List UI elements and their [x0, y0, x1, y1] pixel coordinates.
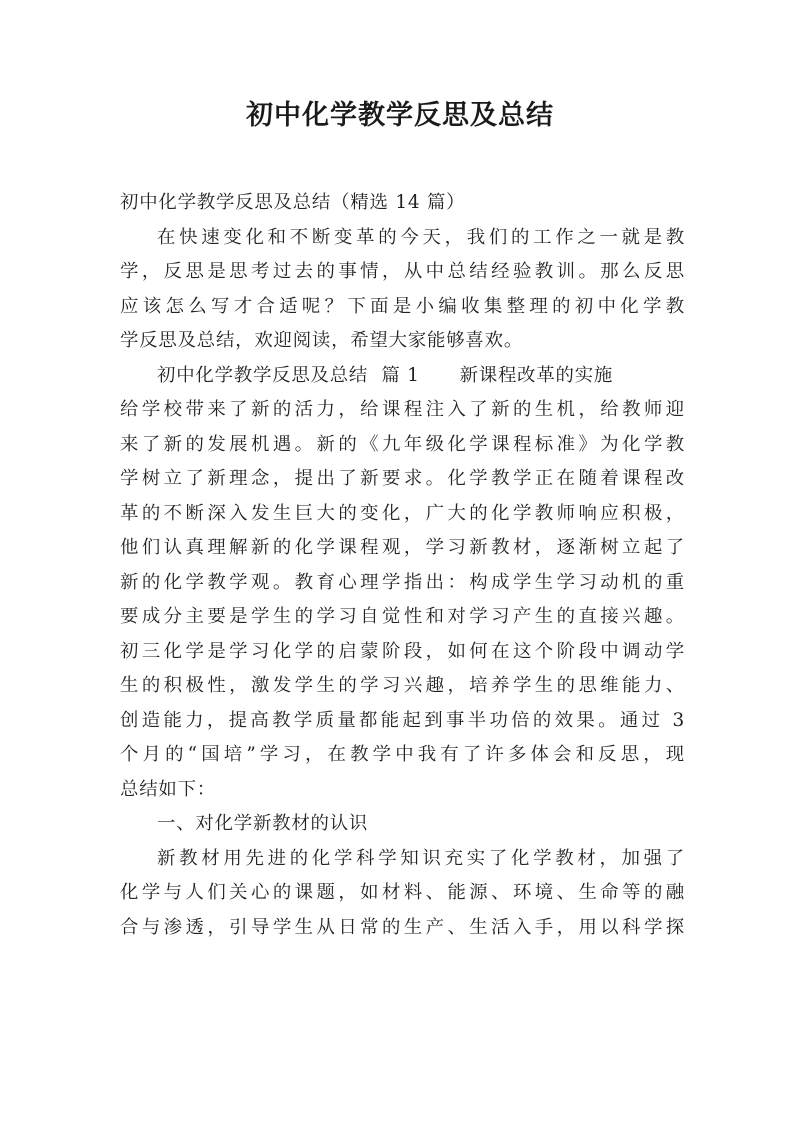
section-heading-line: 一、对化学新教材的认识 — [157, 813, 369, 834]
document-body — [120, 186, 685, 945]
subtitle-line: 初中化学教学反思及总结（精选 14 篇） — [120, 192, 466, 213]
paragraph-line: 他们认真理解新的化学课程观，学习新教材，逐渐树立起了 — [120, 537, 685, 558]
document-title: 初中化学教学反思及总结 — [246, 100, 554, 131]
paragraph-line: 要成分主要是学生的学习自觉性和对学习产生的直接兴趣。 — [120, 606, 685, 627]
paragraph-line: 新教材用先进的化学科学知识充实了化学教材，加强了 — [157, 847, 685, 869]
paragraph-line: 创造能力，提高教学质量都能起到事半功倍的效果。通过 3 — [120, 709, 685, 731]
paragraph-line: 合与渗透，引导学生从日常的生产、生活入手，用以科学探 — [120, 916, 685, 938]
paragraph-line: 给学校带来了新的活力，给课程注入了新的生机，给教师迎 — [120, 399, 685, 420]
paragraph-line: 化学与人们关心的课题，如材料、能源、环境、生命等的融 — [120, 882, 685, 903]
paragraph-line: 革的不断深入发生巨大的变化，广大的化学教师响应积极， — [120, 502, 685, 524]
paragraph-line: 个月的“国培”学习，在教学中我有了许多体会和反思，现 — [120, 744, 685, 765]
paragraph-line: 应该怎么写才合适呢？下面是小编收集整理的初中化学教 — [120, 295, 685, 317]
section-heading-line: 初中化学教学反思及总结 篇 1 新课程改革的实施 — [157, 364, 614, 386]
paragraph-line: 总结如下： — [120, 778, 216, 800]
paragraph-line: 学树立了新理念，提出了新要求。化学教学正在随着课程改 — [120, 468, 685, 489]
paragraph-line: 学反思及总结，欢迎阅读，希望大家能够喜欢。 — [120, 330, 524, 351]
paragraph-line: 来了新的发展机遇。新的《九年级化学课程标准》为化学教 — [120, 433, 685, 455]
paragraph-line: 初三化学是学习化学的启蒙阶段，如何在这个阶段中调动学 — [120, 640, 685, 662]
paragraph-line: 学，反思是思考过去的事情，从中总结经验教训。那么反思 — [120, 261, 685, 282]
paragraph-line: 生的积极性，激发学生的学习兴趣，培养学生的思维能力、 — [120, 675, 685, 696]
paragraph-line: 在快速变化和不断变革的今天，我们的工作之一就是教 — [157, 226, 685, 248]
paragraph-line: 新的化学教学观。教育心理学指出：构成学生学习动机的重 — [120, 571, 685, 593]
